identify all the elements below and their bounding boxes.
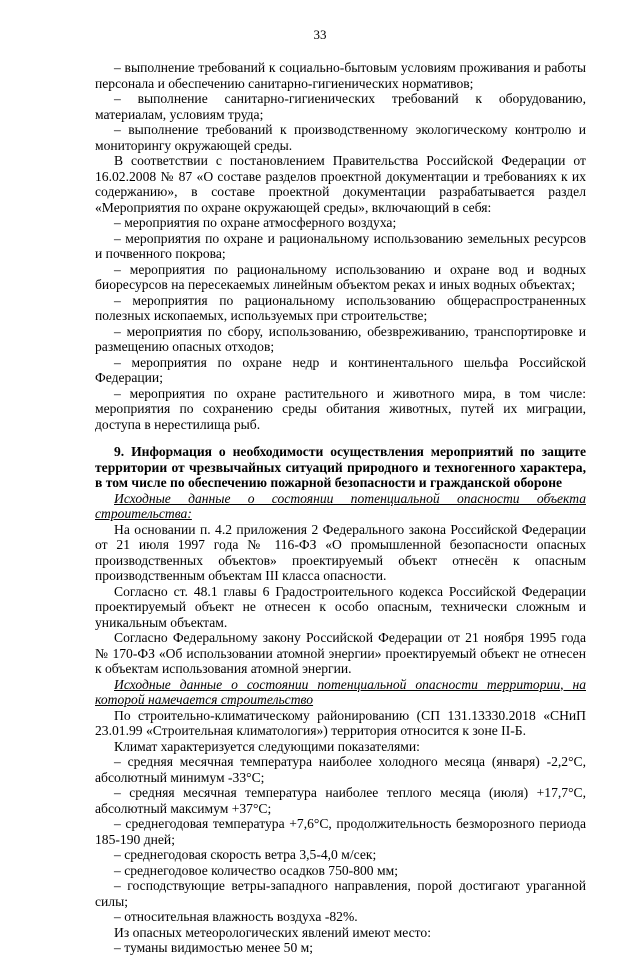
paragraph: – мероприятия по охране недр и континентального шельфа Российской Федерации; xyxy=(95,354,586,385)
paragraph: – средняя месячная температура наиболее теплого месяца (июля) +17,7°С, абсолютный максимум +37°С; xyxy=(95,785,586,816)
paragraph: Из опасных метеорологических явлений имеют место: xyxy=(114,924,431,940)
section-subheading: Исходные данные о состоянии потенциальной опасности территории, на которой намечается строительство xyxy=(95,676,586,707)
paragraph: – среднегодовое количество осадков 750-800 мм; xyxy=(114,862,398,878)
paragraph: Согласно Федеральному закону Российской Федерации от 21 ноября 1995 года № 170-ФЗ «Об использовании атомной энергии» проектируемый объект не отнесен к объектам использования атомной энергии. xyxy=(95,630,586,676)
paragraph: – туманы видимостью менее 50 м; xyxy=(114,940,314,955)
paragraph: – мероприятия по сбору, использованию, обезвреживанию, транспортировке и размещению опасных отходов; xyxy=(95,323,586,354)
paragraph: – относительная влажность воздуха -82%. xyxy=(114,909,358,924)
page-number: 33 xyxy=(313,27,327,42)
paragraph: Согласно ст. 48.1 главы 6 Градостроительного кодекса Российской Федерации проектируемый объект не отнесен к особо опасным, технически сложным и уникальным объектам. xyxy=(95,583,586,630)
paragraph: На основании п. 4.2 приложения 2 Федерального закона Российской Федерации от 21 июля 1997 года № 116-ФЗ «О промышленной безопасности опасных производственных объектов» проектируемый объект отнесён к опасным производственным объектам III класса опасности. xyxy=(95,521,586,583)
paragraph: – выполнение санитарно-гигиенических требований к оборудованию, материалам, условиям труда; xyxy=(95,91,586,122)
paragraph: Климат характеризуется следующими показателями: xyxy=(114,738,420,754)
section-heading: 9. Информация о необходимости осуществления мероприятий по защите территории от чрезвычайных ситуаций природного и техногенного характера, в том числе по обеспечению пожарной безопасности и гражданской обороне xyxy=(95,444,586,490)
paragraph: – выполнение требований к производственному экологическому контролю и мониторингу окружающей среды. xyxy=(95,122,586,153)
paragraph: – выполнение требований к социально-бытовым условиям проживания и работы персонала и обеспечению санитарно-гигиенических нормативов; xyxy=(95,60,586,91)
paragraph: – среднегодовая скорость ветра 3,5-4,0 м/сек; xyxy=(114,847,377,862)
paragraph: По строительно-климатическому районированию (СП 131.13330.2018 «СНиП 23.01.99 «Строительная климатология») территория относится к зоне II-Б. xyxy=(95,707,586,738)
document-body xyxy=(95,60,586,956)
paragraph: – мероприятия по охране растительного и животного мира, в том числе: мероприятия по сохранению среды обитания животных, путей их миграции, доступа в нерестилища рыб. xyxy=(95,385,586,432)
section-subheading: Исходные данные о состоянии потенциальной опасности объекта строительства: xyxy=(95,490,586,521)
paragraph: – мероприятия по охране атмосферного воздуха; xyxy=(114,215,397,230)
paragraph: В соответствии с постановлением Правительства Российской Федерации от 16.02.2008 № 87 «О составе разделов проектной документации и требованиях к их содержанию», в составе проектной документации разрабатывается раздел «Мероприятия по охране окружающей среды», включающий в себя: xyxy=(95,153,586,215)
paragraph: – мероприятия по рациональному использованию и охране вод и водных биоресурсов на пересекаемых линейным объектом реках и иных водных объектах; xyxy=(95,261,586,292)
paragraph: – среднегодовая температура +7,6°С, продолжительность безморозного периода 185-190 дней; xyxy=(95,816,586,847)
paragraph: – средняя месячная температура наиболее холодного месяца (января) -2,2°С, абсолютный минимум -33°С; xyxy=(95,754,586,785)
paragraph: – мероприятия по охране и рациональному использованию земельных ресурсов и почвенного покрова; xyxy=(95,230,586,261)
paragraph: – господствующие ветры-западного направления, порой достигают ураганной силы; xyxy=(95,878,586,909)
paragraph: – мероприятия по рациональному использованию общераспространенных полезных ископаемых, используемых при строительстве; xyxy=(95,292,586,323)
